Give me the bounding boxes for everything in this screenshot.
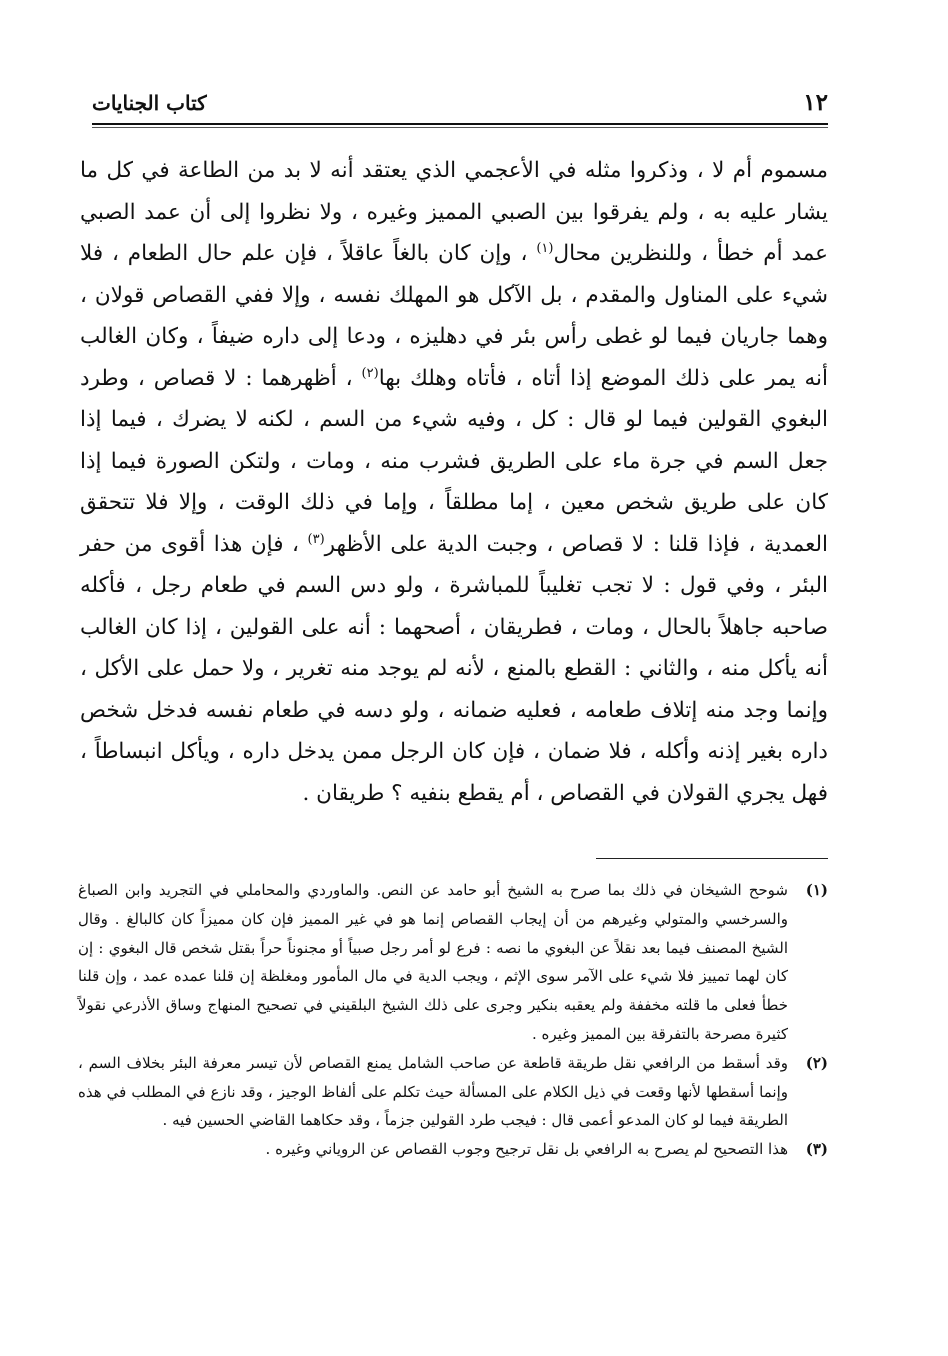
page-number: ١٢: [803, 89, 828, 116]
footnote-2: [78, 1049, 828, 1135]
footnote-mark-2: (٢): [805, 1053, 828, 1072]
main-text: [80, 150, 828, 814]
body-text-part-2: ، وإن كان بالغاً عاقلاً ، فإن علم حال الطعام ، فلا شيء على المناول والمقدم ، بل الآكل هو المهلك نفسه ، وإلا ففي القصاص قولان ، وهما جاريان فيما لو غطى رأس بئر في دهليزه ، ودعا إلى داره ضيفاً ، وكان الغالب أنه يمر على ذلك الموضع إذا أتاه ، فأتاه وهلك بها: [80, 241, 828, 391]
footnote-1: [78, 876, 828, 1049]
body-text-part-3: ، أظهرهما : لا قصاص ، وطرد البغوي القولين فيما لو قال : كل ، وفيه شيء من السم ، لكنه لا يضرك ، فيما إذا جعل السم في جرة ماء على الطريق فشرب منه ، ومات ، ولتكن الصورة فيما إذا كان على طريق شخص معين ، إما مطلقاً ، وإما في ذلك الوقت ، وإلا فلا تتحقق العمدية ، فإذا قلنا : لا قصاص ، وجبت الدية على الأظهر: [80, 365, 828, 557]
body-paragraph: [80, 150, 828, 814]
body-text-part-4: ، فإن هذا أقوى من حفر البئر ، وفي قول : لا تجب تغليباً للمباشرة ، ولو دس السم في طعام رجل ، فأكله صاحبه جاهلاً بالحال ، ومات ، فطريقان ، أصحهما : أنه على القولين ، إذا كان الغالب أنه يأكل منه ، والثاني : القطع بالمنع ، لأنه لم يوجد منه تغرير ، ولا حمل على الأكل ، وإنما وجد منه إتلاف طعامه ، فعليه ضمانه ، ولو دسه في طعام نفسه فدخل شخص داره بغير إذنه وأكله ، فلا ضمان ، فإن كان الرجل ممن يدخل داره ، ويأكل انبساطاً ، فهل يجري القولان في القصاص ، أم يقطع بنفيه ؟ طريقان .: [80, 531, 828, 806]
footnote-3: [78, 1135, 828, 1164]
footnote-text-3: هذا التصحيح لم يصرح به الرافعي بل نقل ترجيح وجوب القصاص عن الروياني وغيره .: [265, 1140, 788, 1159]
footnote-mark-1: (١): [805, 881, 828, 899]
footnotes: [78, 876, 828, 1164]
footnote-text-2: وقد أسقط من الرافعي نقل طريقة قاطعة عن صاحب الشامل يمنع القصاص لأن تيسر معرفة البئر بخلاف السم ، وإنما أسقطها لأنها وقعت في ذيل الكلام على المسألة حيث تكلم على ألفاظ الوجيز ، وقد نازع في المطلب في هذه الطريقة فيما لو كان المدعو أعمى قال : فيجب طرد القولين جزماً ، وقد حكاهما القاضي الحسين فيه .: [78, 1053, 788, 1130]
footnote-mark-3: (٣): [805, 1140, 828, 1159]
footnote-ref-2: (٢): [361, 365, 379, 381]
footnote-ref-3: (٣): [307, 531, 325, 547]
body-text-part-1: مسموم أم لا ، وذكروا مثله في الأعجمي الذي يعتقد أنه لا بد من الطاعة في كل ما يشار عليه به ، ولم يفرقوا بين الصبي المميز وغيره ، ولا نظروا إلى أن عمد الصبي عمد أم خطأ ، وللنظرين محال: [80, 158, 828, 266]
book-title: كتاب الجنايات: [92, 91, 207, 115]
footnote-text-1: شوحح الشيخان في ذلك بما صرح به الشيخ أبو حامد عن النص. والماوردي والمحاملي في التجريد وابن الصباغ والسرخسي والمتولي وغيرهم من أن إيجاب القصاص إنما هو في غير المميز فإن كان مميزاً كان كالبالغ . وقال الشيخ المصنف فيما بعد نقلاً عن البغوي ما نصه : فرع لو أمر رجل صبياً أو مجنوناً حراً بقتل شخص قال البغوي : إن كان لهما تمييز فلا شيء على الآمر سوى الإثم ، ويجب الدية في مال المأمور ومغلظة إن قلنا عمده عمد ، وإن قلنا خطأ فعلى ما قلته مخففة ولم يعقبه بنكير وجرى على ذلك الشيخ البلقيني في تصحيح المنهاج وساق الأذرعي نقولاً كثيرة مصرحة بالتفرقة بين المميز وغيره .: [78, 881, 788, 1043]
footnote-separator: [596, 858, 828, 859]
running-header: [92, 82, 828, 122]
header-rule: [92, 123, 828, 125]
footnote-ref-1: (١): [536, 241, 554, 256]
header-rule-thin: [92, 127, 828, 128]
